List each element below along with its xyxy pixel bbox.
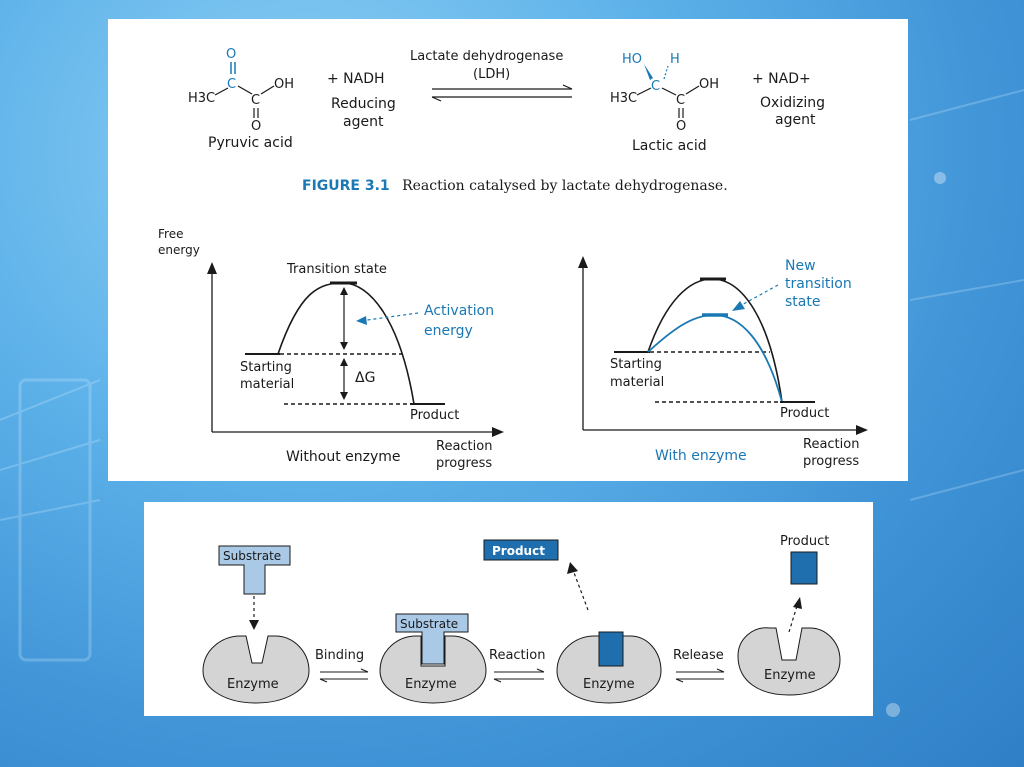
- starting-material-right-2: material: [610, 375, 665, 390]
- enzyme-label-3: Enzyme: [583, 677, 635, 692]
- substrate-approach-arrowhead: [249, 620, 259, 630]
- activation-energy-label-1: Activation: [424, 303, 495, 319]
- delta-g-arrowhead-down: [340, 392, 348, 400]
- pyruvic-oh: OH: [274, 77, 295, 92]
- delta-g-arrowhead-up: [340, 358, 348, 366]
- stage-substrate-approach: [203, 546, 309, 703]
- activation-arrowhead-down: [340, 342, 348, 350]
- reaction-equilibrium: [489, 648, 545, 682]
- lactic-oh: OH: [699, 77, 720, 92]
- starting-material-right-1: Starting: [610, 357, 662, 372]
- lactic-c2: C: [676, 93, 686, 108]
- top-figure-svg: [108, 19, 908, 481]
- starting-material-label-2: material: [240, 377, 295, 392]
- lactic-h3c: H3C: [610, 91, 638, 106]
- enzyme-label-4: Enzyme: [764, 668, 816, 683]
- release-arrow: [789, 606, 797, 632]
- free-energy-label-1: Free: [158, 227, 184, 241]
- delta-g-label: ΔG: [355, 370, 376, 386]
- lactic-bond-a: [637, 88, 651, 95]
- figure-caption-label: FIGURE 3.1: [302, 178, 390, 194]
- bound-substrate-label: Substrate: [400, 617, 459, 631]
- lactic-o-bottom: O: [676, 119, 687, 134]
- figure-caption: [302, 178, 728, 194]
- activation-energy-label-2: energy: [424, 323, 473, 339]
- lactic-acid-label: Lactic acid: [632, 138, 707, 154]
- lactic-bond-b: [662, 88, 676, 95]
- product-leave-arrowhead: [567, 562, 578, 574]
- lactic-hash-bond: [664, 66, 668, 79]
- x-axis-arrowhead-right: [856, 425, 868, 435]
- y-axis-arrowhead-left: [207, 262, 217, 274]
- pyruvic-o-top: O: [226, 47, 237, 62]
- released-product-block: [791, 552, 817, 584]
- activation-pointer: [360, 313, 418, 321]
- pyruvic-h3c: H3C: [188, 91, 216, 106]
- enzyme-1: [203, 636, 309, 703]
- plus-nadh: + NADH: [327, 71, 385, 87]
- transition-state-label: Transition state: [287, 262, 387, 277]
- plus-nad: + NAD+: [752, 71, 811, 87]
- stage-product-released: [738, 534, 840, 695]
- lactic-ho: HO: [622, 52, 643, 67]
- substrate-label: Substrate: [223, 549, 282, 563]
- figure-caption-text: Reaction catalysed by lactate dehydrogenase.: [402, 178, 728, 194]
- reducing-agent-label: agent: [343, 114, 384, 130]
- with-enzyme-caption: With enzyme: [655, 448, 747, 464]
- binding-equilibrium: [315, 648, 368, 682]
- x-axis-arrowhead-left: [492, 427, 504, 437]
- activation-pointer-head: [356, 316, 367, 325]
- product-leave-arrow: [573, 570, 588, 610]
- pyruvic-c2: C: [251, 93, 261, 108]
- energy-diagram-with-enzyme: [578, 256, 868, 469]
- lactic-wedge-bond: [644, 64, 653, 80]
- without-enzyme-caption: Without enzyme: [286, 449, 401, 465]
- lactic-h: H: [670, 52, 680, 67]
- starting-material-label-1: Starting: [240, 360, 292, 375]
- enzyme-abbr-label: (LDH): [473, 67, 511, 82]
- free-energy-label-2: energy: [158, 243, 200, 257]
- stage-enzyme-substrate-complex: [380, 614, 486, 703]
- pyruvic-bond-c: [261, 86, 274, 94]
- enzyme-4: [738, 628, 840, 695]
- equilibrium-arrows: [432, 85, 572, 101]
- product-label-right: Product: [780, 406, 830, 421]
- enzyme-label-2: Enzyme: [405, 677, 457, 692]
- binding-label: Binding: [315, 648, 365, 663]
- activation-arrowhead-up: [340, 287, 348, 295]
- enzyme-cycle-svg: [144, 502, 873, 716]
- enzyme-label-1: Enzyme: [227, 677, 279, 692]
- new-ts-label-2: transition: [785, 276, 852, 292]
- release-equilibrium: [673, 648, 724, 682]
- top-figure-panel: [108, 19, 908, 481]
- bound-product-block: [599, 632, 623, 666]
- product-flying-label: Product: [492, 544, 545, 558]
- new-ts-pointer-head: [732, 301, 745, 311]
- energy-curve-catalysed: [648, 315, 782, 402]
- energy-curve-uncatalysed-right: [648, 279, 782, 402]
- oxidizing-agent-label: agent: [775, 112, 816, 128]
- pyruvic-acid-label: Pyruvic acid: [208, 135, 293, 151]
- enzyme-name-label: Lactate dehydrogenase: [410, 49, 564, 64]
- y-axis-arrowhead-right: [578, 256, 588, 268]
- progress-label-left: progress: [436, 456, 493, 471]
- product-label-left: Product: [410, 408, 460, 423]
- lactic-bond-c: [686, 86, 699, 94]
- release-arrowhead: [793, 597, 802, 609]
- enzyme-cycle-panel: [144, 502, 873, 716]
- pyruvic-c1: C: [227, 77, 237, 92]
- released-product-label: Product: [780, 534, 830, 549]
- new-ts-label-1: New: [785, 258, 816, 274]
- new-ts-label-3: state: [785, 294, 821, 310]
- energy-diagram-without-enzyme: [158, 227, 504, 471]
- reaction-step-label: Reaction: [489, 648, 546, 663]
- reaction-label-left: Reaction: [436, 439, 493, 454]
- progress-label-right: progress: [803, 454, 860, 469]
- oxidizing-label: Oxidizing: [760, 95, 825, 111]
- pyruvic-bond-b: [238, 86, 252, 94]
- reducing-label: Reducing: [331, 96, 396, 112]
- release-label: Release: [673, 648, 724, 663]
- pyruvic-acid-structure: [188, 47, 294, 151]
- pyruvic-o-bottom: O: [251, 119, 262, 134]
- reaction-label-right: Reaction: [803, 437, 860, 452]
- lactic-acid-structure: [610, 52, 719, 154]
- lactic-c1: C: [651, 79, 661, 94]
